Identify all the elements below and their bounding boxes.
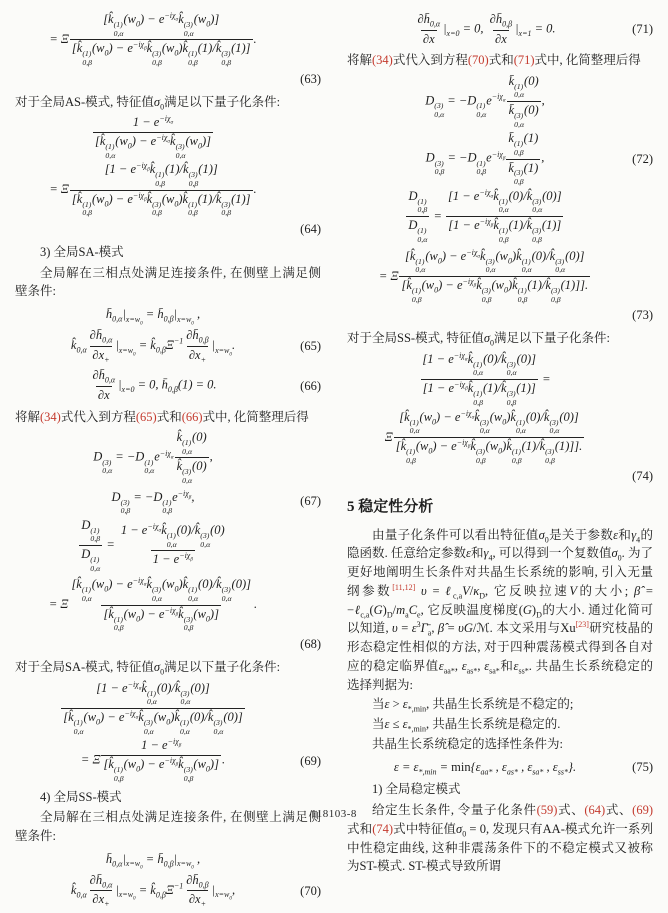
equation-math: D (1) 0,β D (1) 0,α = $1 - e^{-i\chi_\alpha}k̂$ (1) 0,α (0)/k̂ (3) 0,α (0) $1 - e^{-i\chi_\beta}$	[81, 517, 225, 573]
equation-math: = Ξ [$1 - e^{-i\chi_\beta}k̂$ (1) 0,β (1)/k̂ (3) 0,β (1)] [k̂ (1) 0,β $(w_0)$ − $e^{-i\chi_\beta}k̂$ (3) 0,β $(w_0)k̂$ (1) 0,β (1)/k̂ (3) 0,β (1)] .	[49, 161, 257, 218]
citation-ref[interactable]: (71)	[513, 53, 535, 68]
super-sub-script: (1) 0,β	[511, 446, 522, 465]
fraction: [$1 - e^{-i\chi_\beta}k̂$ (1) 0,β (1)/k̂ (3) 0,β (1)] [k̂ (1) 0,β $(w_0)$ − $e^{-i\chi_\beta}k̂$ (3) 0,β $(w_0)k̂$ (1) 0,β (1)/k̂ (3) 0,β (1)]	[71, 161, 251, 218]
super-sub-script: (3) 0,α	[213, 718, 224, 736]
citation-ref[interactable]: (69)	[632, 803, 653, 817]
equation-line	[15, 518, 321, 573]
fraction: [k̂ (1) 0,α $(w_0)$ − $e^{-i\chi_\alpha}k̂$ (3) 0,α $(w_0)k̂$ (1) 0,α (0)/k̂ (3) 0,α (0)] [k̂ (1) 0,β $(w_0)$ − $e^{-i\chi_\beta}k̂$ (3) 0,β $(w_0)$]	[71, 576, 251, 633]
super-sub-script: (1) 0,α	[514, 81, 525, 100]
equation-math: = Ξ [k̂ (1) 0,α $(w_0)$ − $e^{-i\chi_\alpha}k̂$ (3) 0,α $(w_0)k̂$ (1) 0,α (0)/k̂ (3) 0,α (0)] [k̂ (1) 0,β $(w_0)$ − $e^{-i\chi_\beta}k̂$ (3) 0,β $(w_0)$] .	[48, 576, 258, 633]
super-sub-script: (1) 0,β	[82, 199, 93, 218]
super-sub-script: (1) 0,α	[498, 196, 509, 215]
equation-number: (74)	[632, 469, 653, 484]
super-sub-script: (3) 0,α	[434, 101, 445, 120]
citation-ref[interactable]: (64)	[584, 803, 606, 817]
super-sub-script: (1) 0,β	[411, 285, 422, 304]
equation-line	[347, 306, 653, 325]
citation-ref[interactable]: [11,12]	[392, 582, 416, 592]
super-sub-script: (1) 0,α	[409, 417, 420, 436]
citation-ref[interactable]: (34)	[372, 53, 393, 68]
super-sub-script: (1) 0,β	[90, 525, 101, 544]
equation-line	[15, 162, 321, 218]
equation-math: $k̂_{0,\alpha}$ $\frac{\partial h̄_{0,\alpha}}{\partial x_+}$ $|_{x=w_0}$ = $k̂_{0,\beta}\Xi^{-1}$ $\frac{\partial h̄_{0,\beta}}{\partial x_+}$ $|_{x=w_0}$.	[70, 328, 236, 365]
equation-number: (63)	[300, 71, 321, 86]
equation-number: (73)	[632, 308, 653, 323]
super-sub-script: (1) 0,α	[105, 142, 116, 160]
paragraph: 对于全局SS-模式, 特征值$\sigma_0$满足以下量子化条件:	[347, 331, 610, 348]
equation-math: Ξ [k̂ (1) 0,α $(w_0)$ − $e^{-i\chi_\alpha}k̂$ (3) 0,α $(w_0)k̂$ (1) 0,α (0)/k̂ (3) 0,α (0)] [k̂ (1) 0,β $(w_0)$ − $e^{-i\chi_\beta}k̂$ (3) 0,β $(w_0)k̂$ (1) 0,β (1)/k̂ (3) 0,β (1)]].	[384, 408, 583, 465]
equation-math: $h̄_{0,\alpha}|_{x=w_0}$ = $h̄_{0,\beta}|_{x=w_0}$ ,	[105, 851, 201, 871]
super-sub-script: (1) 0,α	[73, 718, 84, 736]
equation-line	[15, 738, 321, 783]
equation-number: (67)	[300, 494, 321, 509]
equation-math: = Ξ [k̂ (1) 0,α $(w_0)$ − $e^{-i\chi_\alpha}k̂$ (3) 0,α $(w_0)k̂$ (1) 0,α (0)/k̂ (3) 0,α (0)] [k̂ (1) 0,β $(w_0)$ − $e^{-i\chi_\beta}k̂$ (3) 0,β $(w_0)k̂$ (1) 0,β (1)/k̂ (3) 0,β (1)]].	[378, 247, 589, 304]
fraction: [k̂ (1) 0,α $(w_0)$ − $e^{-i\chi_\alpha}k̂$ (3) 0,α $(w_0)k̂$ (1) 0,α (0)/k̂ (3) 0,α (0)] [k̂ (1) 0,β $(w_0)$ − $e^{-i\chi_\beta}k̂$ (3) 0,β $(w_0)k̂$ (1) 0,β (1)/k̂ (3) 0,β (1)]].	[401, 247, 589, 304]
super-sub-script: (3) 0,α	[143, 718, 154, 736]
super-sub-script: (3) 0,α	[549, 417, 560, 436]
equation-math: D (3) 0,β = −D (1) 0,β $e^{-i\chi_\beta}$ k̄ (1) 0,β (1) k̄ (3) 0,β (1) ,	[425, 131, 545, 187]
equation-line	[15, 577, 321, 633]
display-equation	[15, 430, 321, 573]
super-sub-script: (1) 0,β	[113, 614, 124, 633]
super-sub-script: (1) 0,α	[476, 101, 487, 120]
super-sub-script: (1) 0,α	[188, 585, 199, 604]
citation-ref[interactable]: (66)	[181, 409, 203, 424]
display-equation	[347, 74, 653, 245]
display-equation	[15, 850, 321, 909]
left-column	[15, 8, 321, 913]
super-sub-script: (3) 0,α	[479, 417, 490, 436]
super-sub-script: (1) 0,β	[162, 497, 173, 516]
display-equation	[15, 305, 321, 364]
fraction: k̂ (1) 0,α (0) k̂ (3) 0,α (0)	[176, 430, 207, 486]
super-sub-script: (1) 0,α	[521, 256, 532, 275]
equation-line	[15, 681, 321, 737]
super-sub-script: (3) 0,β	[481, 285, 492, 304]
fraction: [$1 - e^{-i\chi_\alpha}k̂$ (1) 0,α (0)/k̂ (3) 0,α (0)] [$1 - e^{-i\chi_\beta}k̂$ (1) 0,β (1)/k̂ (3) 0,β (1)]	[422, 350, 537, 407]
super-sub-script: (3) 0,β	[513, 168, 524, 187]
fraction: $1 - e^{-i\chi_\alpha}k̂$ (1) 0,α (0)/k̂ (3) 0,α (0) $1 - e^{-i\chi_\beta}$	[120, 522, 225, 567]
right-column	[347, 8, 653, 913]
citation-ref[interactable]: (74)	[372, 821, 394, 836]
fraction: $\frac{\partial h̄_{0,\beta}}{\partial x_+}$	[186, 872, 209, 909]
citation-ref[interactable]: (70)	[467, 53, 489, 68]
super-sub-script: (3) 0,α	[152, 585, 162, 604]
super-sub-script: (3) 0,β	[532, 226, 542, 244]
citation-ref[interactable]: (59)	[536, 803, 558, 817]
paragraph: 给定生长条件, 令量子化条件(59)式、(64)式、(69)式和(74)式中特征值$\sigma_0 = 0$, 发现只有AA-模式允许一系列中性稳定曲线, 这种非震荡条件下的不稳定模式又被称为ST-模式. ST-模式导致所谓	[347, 803, 653, 874]
super-sub-script: (1) 0,β	[513, 139, 524, 157]
fraction: k̄ (1) 0,β (1) k̄ (3) 0,β (1)	[508, 131, 539, 187]
equation-line	[347, 189, 653, 245]
super-sub-script: (3) 0,β	[475, 446, 486, 465]
equation-line	[15, 430, 321, 485]
equation-line	[347, 352, 653, 408]
equation-line	[15, 488, 321, 516]
super-sub-script: (1) 0,α	[90, 555, 101, 573]
equation-line	[15, 70, 321, 89]
equation-line	[347, 758, 653, 777]
equation-math: D (3) 0,α = −D (1) 0,α $e^{-i\chi_\alpha}$ k̄ (1) 0,α (0) k̄ (3) 0,α (0) ,	[425, 73, 545, 129]
equation-math: D (1) 0,β D (1) 0,α = [$1 - e^{-i\chi_\alpha}k̂$ (1) 0,α (0)/k̂ (3) 0,α (0)] [$1 - e^{-i\chi_\beta}k̂$ (1) 0,β (1)/k̂ (3) 0,β (1)]	[408, 187, 562, 244]
super-sub-script: (3) 0,α	[485, 256, 496, 275]
section-heading: 5 稳定性分析	[347, 499, 434, 515]
fraction: $\frac{\partial h̄_{0,\alpha}}{\partial x}$	[417, 12, 441, 46]
super-sub-script: (1) 0,β	[417, 196, 428, 215]
fraction: [$1 - e^{-i\chi_\alpha}k̂$ (1) 0,α (0)/k̂ (3) 0,α (0)] [k̂ (1) 0,α $(w_0)$ − $e^{-i\chi_\alpha}k̂$ (3) 0,α $(w_0)k̂$ (1) 0,α (0)/k̂ (3) 0,α (0)]	[63, 679, 243, 736]
equation-line	[15, 115, 321, 160]
citation-ref[interactable]: [23]	[575, 620, 589, 630]
equation-math: $h̄_{0,\alpha}|_{x=w_0}$ = $h̄_{0,\beta}|_{x=w_0}$ ,	[105, 307, 201, 327]
super-sub-script: (3) 0,β	[183, 614, 194, 633]
display-equation	[15, 368, 321, 403]
equation-math	[15, 681, 291, 737]
super-sub-script: (3) 0,α	[183, 20, 194, 38]
super-sub-script: (1) 0,β	[113, 765, 124, 783]
equation-math: [$1 - e^{-i\chi_\alpha}k̂$ (1) 0,α (0)/k̂ (3) 0,α (0)] [$1 - e^{-i\chi_\beta}k̂$ (1) 0,β (1)/k̂ (3) 0,β (1)] =	[422, 350, 551, 407]
super-sub-script: (3) 0,α	[506, 359, 517, 378]
subsection-heading: 4) 全局SS-模式	[40, 789, 122, 804]
two-column-layout	[15, 8, 653, 913]
equation-line	[15, 220, 321, 239]
equation-number: (68)	[300, 637, 321, 652]
equation-math: $\frac{\partial h̄_{0,\alpha}}{\partial x}$ $|_{x=0} = 0$, $h̄_{0,\beta}(1) = 0$.	[92, 368, 217, 402]
subsection-heading: 1) 全局稳定模式	[372, 782, 461, 797]
paragraph: 当$\varepsilon \le \varepsilon_{*,min}$, 共晶生长系统是稳定的.	[372, 717, 561, 734]
equation-math: = Ξ [k̂ (1) 0,α $(w_0)$ − $e^{-i\chi_\alpha}k̂$ (3) 0,α $(w_0)$] [k̂ (1) 0,β $(w_0)$ − $e^{-i\chi_\beta}k̂$ (3) 0,β $(w_0)k̂$ (1) 0,β (1)/k̂ (3) 0,β (1)] .	[49, 11, 257, 68]
equation-number: (64)	[300, 222, 321, 237]
fraction: [$1 - e^{-i\chi_\alpha}k̂$ (1) 0,α (0)/k̂ (3) 0,α (0)] [$1 - e^{-i\chi_\beta}k̂$ (1) 0,β (1)/k̂ (3) 0,β (1)]	[448, 187, 562, 244]
equation-line	[15, 635, 321, 654]
equation-line	[15, 850, 321, 871]
equation-line	[15, 368, 321, 403]
equation-math: $\frac{\partial h̄_{0,\alpha}}{\partial x}$ $|_{x=0} = 0$, $\frac{\partial h̄_{0,\beta}}{\partial x}$ $|_{x=1} = 0$.	[417, 12, 556, 46]
equation-number: (71)	[632, 22, 653, 37]
super-sub-script: (3) 0,α	[175, 142, 186, 160]
subsection-heading: 3) 全局SA-模式	[40, 244, 124, 259]
super-sub-script: (3) 0,α	[102, 457, 113, 476]
equation-math: D (3) 0,β = −D (1) 0,β $e^{-i\chi_\beta}$,	[111, 488, 195, 516]
equation-number: (72)	[632, 151, 653, 166]
equation-line	[15, 873, 321, 909]
paragraph: 当$\varepsilon > \varepsilon_{*,min}$, 共晶生长系统是不稳定的;	[372, 697, 574, 714]
paragraph: 由量子化条件可以看出特征值$\sigma_0$是关于参数ε和$\gamma_4$的隐函数. 任意给定参数ε和$\gamma_4$, 可以得到一个复数值$\sigma_0$. 为了更好地阐明生长条件对共晶生长系统的影响, 引入无量纲参数[11,12] $\upsilon = \ell_{c,a}V/\kappa_D$, 它反映拉速V的大小; β̂ = $-\ell_{c,a}(G)_D/m_aC_e$, 它反映温度梯度$(G)_D$的大小. 通过化简可以知道, $\upsilon = \varepsilon^3\Gammā_a$, β̂ = υG/ℳ. 本文采用与Xu[23]研究枝晶的形态稳定性相似的方法, 对于四种震荡模式得到各自对应的稳定临界值$\varepsilon_{aa*}$, $\varepsilon_{as*}$, $\varepsilon_{sa*}$和$\varepsilon_{ss*}$. 共晶生长系统稳定的选择判据为:	[347, 527, 653, 692]
super-sub-script: (1) 0,α	[417, 226, 428, 244]
super-sub-script: (1) 0,α	[515, 417, 526, 436]
fraction: $1 - e^{-i\chi_\alpha}$ [k̂ (1) 0,α $(w_0)$ − $e^{-i\chi_\alpha}k̂$ (3) 0,α $(w_0)$]	[94, 114, 212, 160]
page-number: 118103-8	[311, 808, 357, 820]
equation-math: D (3) 0,α = −D (1) 0,α $e^{-i\chi_\alpha}$ k̂ (1) 0,α (0) k̂ (3) 0,α (0) ,	[93, 430, 213, 486]
super-sub-script: (1) 0,α	[473, 359, 484, 378]
fraction: D (1) 0,β D (1) 0,α	[81, 517, 101, 573]
super-sub-script: (1) 0,β	[476, 158, 487, 177]
super-sub-script: (1) 0,β	[155, 170, 165, 189]
super-sub-script: (3) 0,β	[152, 199, 162, 218]
citation-ref[interactable]: (65)	[135, 409, 157, 424]
super-sub-script: (1) 0,α	[179, 718, 190, 736]
equation-math: $k̂_{0,\alpha}$ $\frac{\partial h̄_{0,\alpha}}{\partial x_+}$ $|_{x=w_0}$ = $k̂_{0,\beta}\Xi^{-1}$ $\frac{\partial h̄_{0,\beta}}{\partial x_+}$ $|_{x=w_0}$,	[70, 872, 236, 909]
equation-number: (70)	[300, 883, 321, 898]
super-sub-script: (3) 0,α	[182, 467, 193, 486]
super-sub-script: (1) 0,β	[406, 446, 416, 465]
equation-number: (69)	[300, 753, 321, 768]
fraction: [k̂ (1) 0,α $(w_0)$ − $e^{-i\chi_\alpha}k̂$ (3) 0,α $(w_0)k̂$ (1) 0,α (0)/k̂ (3) 0,α (0)] [k̂ (1) 0,β $(w_0)$ − $e^{-i\chi_\beta}k̂$ (3) 0,β $(w_0)k̂$ (1) 0,β (1)/k̂ (3) 0,β (1)]].	[395, 408, 583, 465]
equation-line	[15, 12, 321, 68]
equation-number: (65)	[300, 339, 321, 353]
fraction: D (1) 0,β D (1) 0,α	[408, 188, 428, 244]
super-sub-script: (1) 0,α	[415, 256, 426, 275]
equation-math	[15, 115, 291, 160]
paragraph: 对于全局SA-模式, 特征值$\sigma_0$满足以下量子化条件:	[15, 659, 281, 677]
super-sub-script: (3) 0,β	[152, 49, 162, 68]
equation-line	[347, 74, 653, 129]
super-sub-script: (3) 0,α	[555, 256, 566, 275]
paragraph: 将解(34)式代入到方程(65)式和(66)式中, 化简整理后得	[15, 409, 309, 424]
fraction: $\frac{\partial h̄_{0,\beta}}{\partial x_+}$	[186, 328, 209, 365]
paragraph: 对于全局AS-模式, 特征值$\sigma_0$满足以下量子化条件:	[15, 94, 281, 111]
super-sub-script: (3) 0,β	[221, 49, 232, 68]
paragraph: 共晶生长系统稳定的选择性条件为:	[372, 736, 563, 751]
fraction: $\frac{\partial h̄_{0,\beta}}{\partial x}$	[489, 12, 513, 46]
super-sub-script: (1) 0,α	[146, 688, 157, 707]
equation-math: = Ξ $1 - e^{-i\chi_\beta}$ [k̂ (1) 0,β $(w_0)$ − $e^{-i\chi_\beta}k̂$ (3) 0,β $(w_0)$] .	[80, 737, 226, 783]
equation-math: $\varepsilon = \varepsilon_{*,min} = \min\{\varepsilon_{aa*}$ , $\varepsilon_{as*}$ , $\varepsilon_{sa*}$ , $\varepsilon_{ss*}$}.	[393, 759, 577, 776]
equation-line	[347, 467, 653, 486]
super-sub-script: (1) 0,α	[81, 585, 92, 604]
display-equation	[15, 681, 321, 784]
display-equation	[15, 115, 321, 239]
super-sub-script: (1) 0,β	[188, 199, 198, 218]
super-sub-script: (3) 0,β	[183, 765, 194, 783]
equation-number: (66)	[300, 378, 321, 393]
super-sub-script: (1) 0,α	[182, 438, 193, 456]
super-sub-script: (1) 0,β	[82, 49, 93, 68]
super-sub-script: (1) 0,α	[166, 531, 177, 549]
super-sub-script: (3) 0,α	[180, 688, 191, 707]
display-equation	[15, 12, 321, 89]
fraction: [k̂ (1) 0,α $(w_0)$ − $e^{-i\chi_\alpha}k̂$ (3) 0,α $(w_0)$] [k̂ (1) 0,β $(w_0)$ − $e^{-i\chi_\beta}k̂$ (3) 0,β $(w_0)k̂$ (1) 0,β (1)/k̂ (3) 0,β (1)]	[71, 11, 251, 68]
super-sub-script: (3) 0,β	[545, 446, 555, 465]
paragraph: 全局解在三相点处满足连接条件, 在侧壁上满足侧壁条件:	[15, 810, 321, 843]
equation-number: (75)	[632, 759, 653, 774]
display-equation	[347, 352, 653, 486]
equation-line	[347, 410, 653, 466]
super-sub-script: (1) 0,β	[498, 226, 509, 244]
paragraph: 全局解在三相点处满足连接条件, 在侧壁上满足侧壁条件:	[15, 265, 321, 299]
equation-line	[15, 305, 321, 326]
fraction: $\frac{\partial h̄_{0,\alpha}}{\partial x_+}$	[89, 328, 113, 365]
super-sub-script: (3) 0,β	[550, 285, 561, 304]
super-sub-script: (3) 0,α	[532, 196, 543, 215]
equation-line	[15, 328, 321, 364]
super-sub-script: (3) 0,α	[514, 110, 525, 129]
paragraph: 将解(34)式代入到方程(70)式和(71)式中, 化简整理后得	[347, 53, 641, 68]
super-sub-script: (1) 0,α	[113, 20, 124, 38]
fraction: $\frac{\partial h̄_{0,\alpha}}{\partial x_+}$	[89, 872, 113, 909]
super-sub-script: (3) 0,β	[434, 158, 445, 177]
super-sub-script: (1) 0,β	[188, 49, 198, 68]
equation-line	[347, 12, 653, 47]
super-sub-script: (3) 0,β	[120, 497, 131, 516]
fraction: $1 - e^{-i\chi_\beta}$ [k̂ (1) 0,β $(w_0)$ − $e^{-i\chi_\beta}k̂$ (3) 0,β $(w_0)$]	[103, 737, 219, 783]
display-equation	[15, 577, 321, 654]
equation-line	[347, 249, 653, 305]
display-equation	[347, 249, 653, 326]
super-sub-script: (3) 0,β	[506, 389, 517, 407]
equation-line	[347, 131, 653, 186]
display-equation	[347, 12, 653, 47]
fraction: k̄ (1) 0,α (0) k̄ (3) 0,α (0)	[508, 73, 539, 129]
super-sub-script: (1) 0,β	[473, 389, 483, 407]
super-sub-script: (1) 0,β	[517, 285, 528, 304]
super-sub-script: (3) 0,α	[200, 531, 211, 549]
super-sub-script: (3) 0,β	[221, 199, 232, 218]
display-equation	[347, 758, 653, 777]
super-sub-script: (3) 0,β	[188, 170, 199, 189]
super-sub-script: (3) 0,α	[221, 585, 232, 604]
citation-ref[interactable]: (34)	[40, 409, 61, 424]
super-sub-script: (1) 0,α	[144, 457, 155, 476]
fraction: $\frac{\partial h̄_{0,\alpha}}{\partial x}$	[92, 368, 116, 402]
